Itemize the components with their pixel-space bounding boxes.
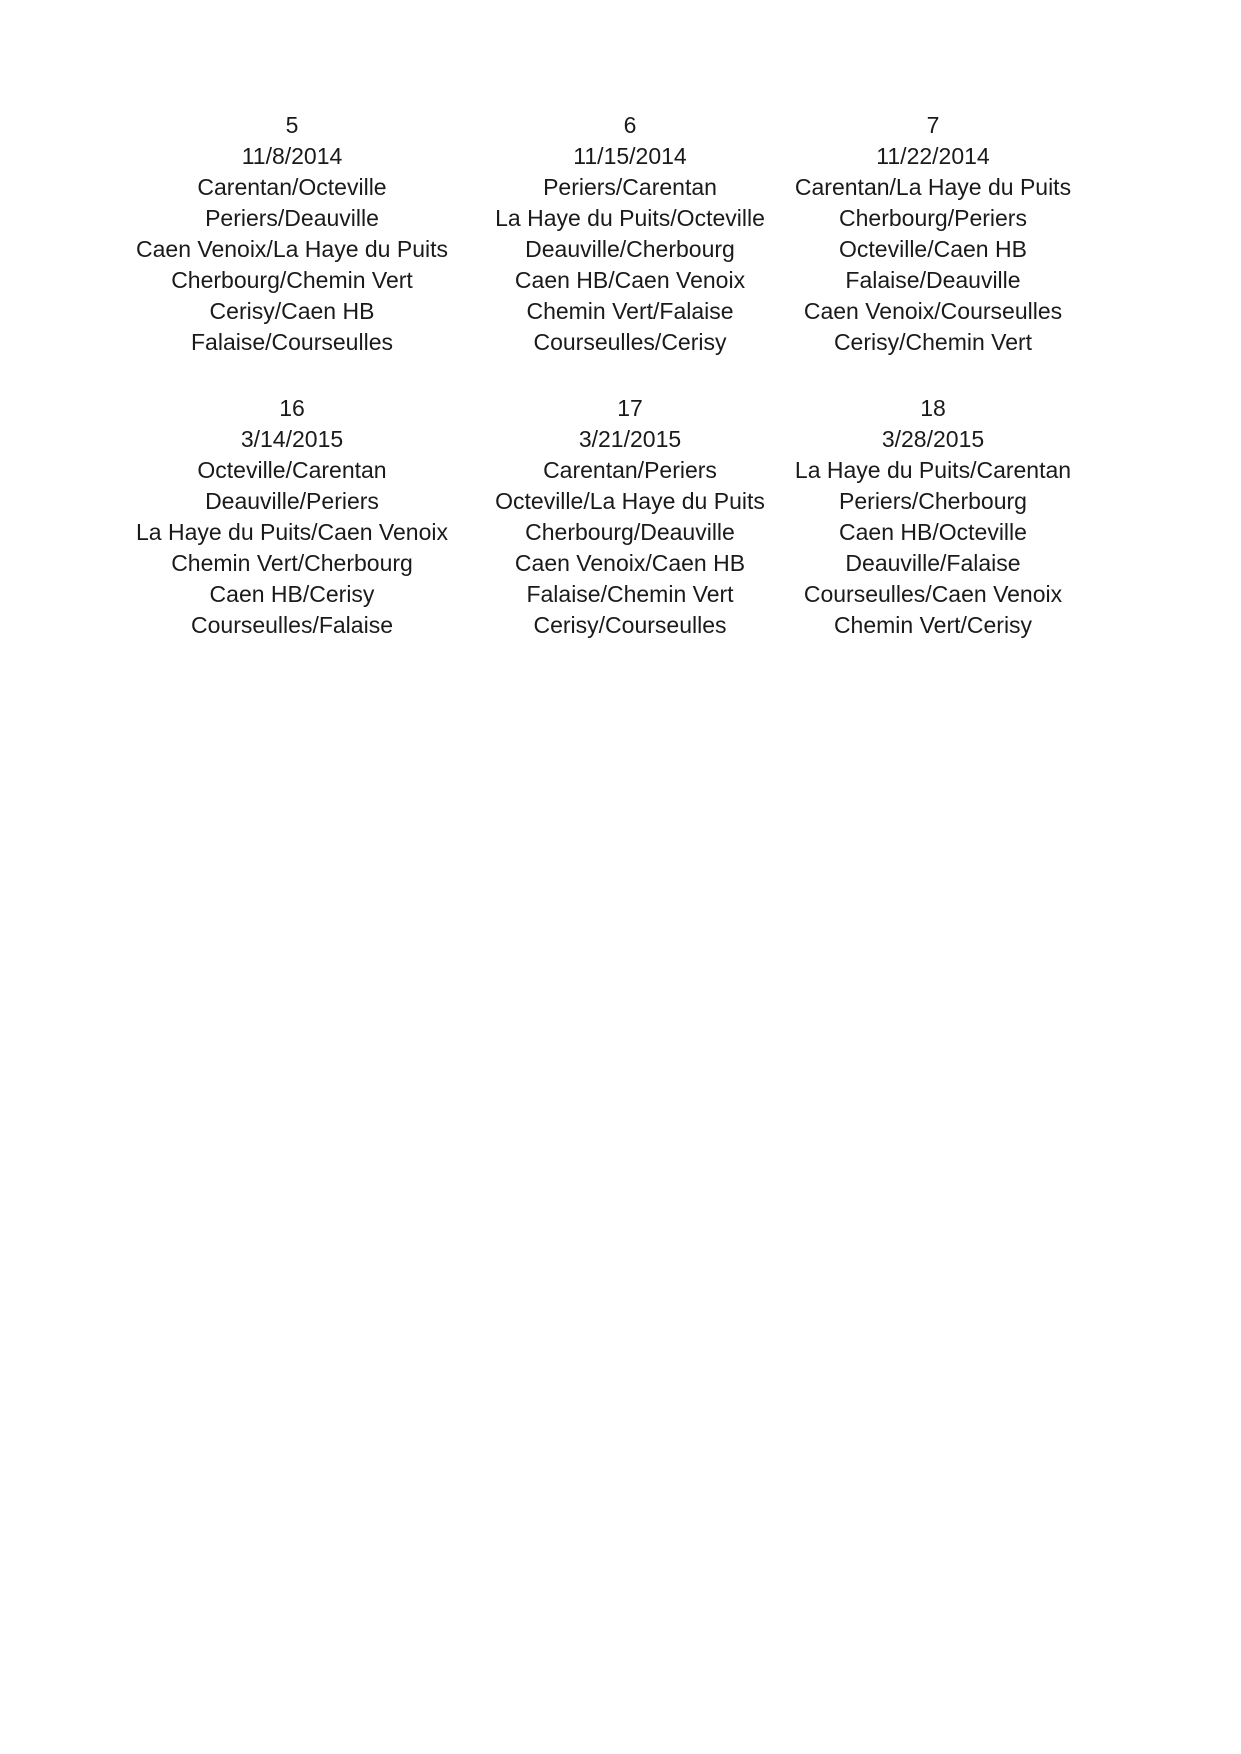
- match-line: Carentan/Periers: [543, 457, 717, 483]
- match-line: Chemin Vert/Cerisy: [833, 612, 1033, 638]
- match-line: Caen Venoix/Courseulles: [803, 298, 1063, 324]
- match-line: Courseulles/Caen Venoix: [803, 581, 1063, 607]
- match-line: Octeville/Carentan: [197, 457, 387, 483]
- match-line: Octeville/Caen HB: [839, 236, 1027, 262]
- week-number: 5: [285, 112, 299, 138]
- match-line: Cherbourg/Periers: [839, 205, 1027, 231]
- match-line: Octeville/La Haye du Puits: [495, 488, 765, 514]
- match-line: Caen HB/Cerisy: [209, 581, 375, 607]
- match-line: Caen HB/Caen Venoix: [514, 267, 746, 293]
- week-date: 11/22/2014: [876, 143, 990, 169]
- week-column-16: [112, 393, 472, 641]
- week-number: 7: [926, 112, 940, 138]
- match-line: Deauville/Cherbourg: [525, 236, 735, 262]
- match-schedule: [112, 110, 1078, 641]
- week-column-17: [472, 393, 788, 641]
- match-line: Cerisy/Courseulles: [533, 612, 727, 638]
- match-line: Chemin Vert/Falaise: [526, 298, 734, 324]
- match-line: Deauville/Periers: [205, 488, 379, 514]
- match-line: Courseulles/Falaise: [191, 612, 393, 638]
- week-block-2: [112, 393, 1078, 641]
- match-line: Carentan/La Haye du Puits: [794, 174, 1072, 200]
- week-column-18: [788, 393, 1078, 641]
- match-line: Periers/Carentan: [543, 174, 717, 200]
- week-date: 3/28/2015: [881, 426, 985, 452]
- match-line: Caen Venoix/La Haye du Puits: [136, 236, 448, 262]
- week-column-5: [112, 110, 472, 358]
- match-line: La Haye du Puits/Caen Venoix: [136, 519, 448, 545]
- week-date: 11/8/2014: [241, 143, 343, 169]
- week-block-1: [112, 110, 1078, 358]
- week-date: 3/14/2015: [240, 426, 344, 452]
- match-line: Cherbourg/Chemin Vert: [171, 267, 413, 293]
- match-line: Cerisy/Caen HB: [209, 298, 375, 324]
- week-number: 16: [279, 395, 305, 421]
- week-number: 17: [617, 395, 643, 421]
- match-line: Cherbourg/Deauville: [525, 519, 735, 545]
- week-column-6: [472, 110, 788, 358]
- match-line: La Haye du Puits/Octeville: [495, 205, 765, 231]
- match-line: Falaise/Courseulles: [191, 329, 393, 355]
- week-date: 3/21/2015: [578, 426, 682, 452]
- match-line: Caen HB/Octeville: [839, 519, 1027, 545]
- match-line: Falaise/Deauville: [845, 267, 1021, 293]
- match-line: Periers/Cherbourg: [839, 488, 1027, 514]
- week-date: 11/15/2014: [573, 143, 687, 169]
- week-number: 18: [920, 395, 946, 421]
- match-line: La Haye du Puits/Carentan: [794, 457, 1072, 483]
- match-line: Courseulles/Cerisy: [533, 329, 727, 355]
- match-line: Deauville/Falaise: [845, 550, 1021, 576]
- match-line: Carentan/Octeville: [197, 174, 387, 200]
- match-line: Falaise/Chemin Vert: [526, 581, 734, 607]
- week-number: 6: [623, 112, 637, 138]
- match-line: Chemin Vert/Cherbourg: [171, 550, 413, 576]
- week-column-7: [788, 110, 1078, 358]
- match-line: Caen Venoix/Caen HB: [514, 550, 746, 576]
- match-line: Periers/Deauville: [205, 205, 379, 231]
- match-line: Cerisy/Chemin Vert: [833, 329, 1033, 355]
